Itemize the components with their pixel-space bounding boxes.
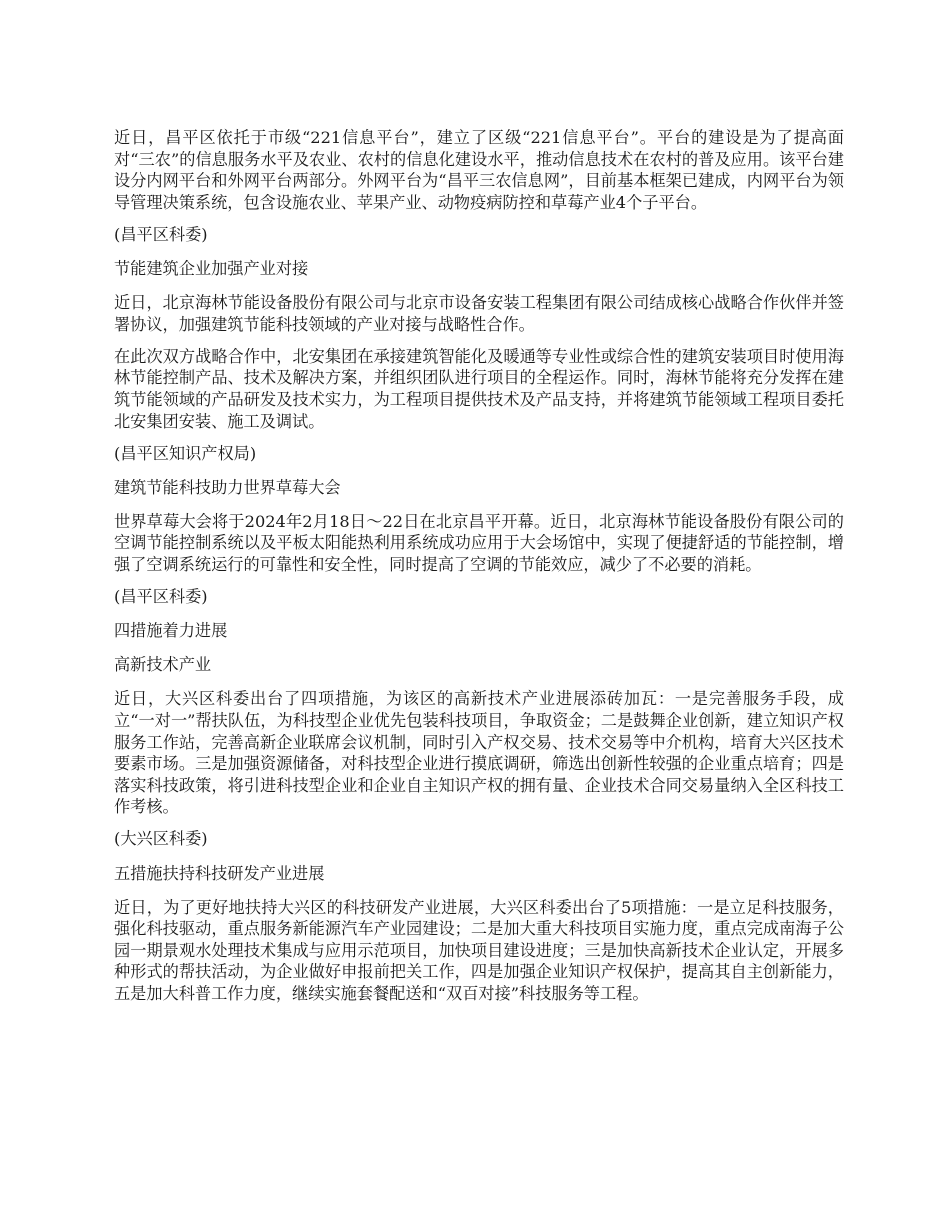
paragraph-daxing-four-measures: 近日，大兴区科委出台了四项措施，为该区的高新技术产业进展添砖加瓦：一是完善服务手段，成立“一对一”帮扶队伍，为科技型企业优先包装科技项目，争取资金；二是鼓舞企业创新，建立知识产权服务工作站，完善高新企业联席会议机制，同时引入产权交易、技术交易等中介机构，培育大兴区技术要素市场。三是加强资源储备，对科技型企业进行摸底调研，筛选出创新性较强的企业重点培育；四是落实科技政策，将引进科技型企业和企业自主知识产权的拥有量、企业技术合同交易量纳入全区科技工作考核。 <box>114 689 844 817</box>
paragraph-strategic-cooperation: 在此次双方战略合作中，北安集团在承接建筑智能化及暖通等专业性或综合性的建筑安装项目时使用海林节能控制产品、技术及解决方案，并组织团队进行项目的全程运作。同时，海林节能将充分发挥在建筑节能领域的产品研发及技术实力，为工程项目提供技术及产品支持，并将建筑节能领域工程项目委托北安集团安装、施工及调试。 <box>114 346 844 431</box>
heading-energy-saving-industry-docking: 节能建筑企业加强产业对接 <box>114 258 309 278</box>
document-body <box>114 127 844 1015</box>
paragraph-strawberry-conference: 世界草莓大会将于2024年2月18日～22日在北京昌平开幕。近日，北京海林节能设备股份有限公司的空调节能控制系统以及平板太阳能热利用系统成功应用于大会场馆中，实现了便捷舒适的节能控制，增强了空调系统运行的可靠性和安全性，同时提高了空调的节能效应，减少了不必要的消耗。 <box>114 511 844 574</box>
source-changping-ip-office: (昌平区知识产权局) <box>114 443 257 463</box>
source-daxing-science-committee: (大兴区科委) <box>114 829 208 849</box>
paragraph-changping-221-platform: 近日，昌平区依托于市级“221信息平台”，建立了区级“221信息平台”。平台的建设是为了提高面对“三农”的信息服务水平及农业、农村的信息化建设水平，推动信息技术在农村的普及应用。该平台建设分内网平台和外网平台两部分。外网平台为“昌平三农信息网”，目前基本框架已建成，内网平台为领导管理决策系统，包含设施农业、苹果产业、动物疫病防控和草莓产业4个子平台。 <box>114 128 844 212</box>
paragraph-daxing-five-measures: 近日，为了更好地扶持大兴区的科技研发产业进展，大兴区科委出台了5项措施：一是立足科技服务，强化科技驱动，重点服务新能源汽车产业园建设；二是加大重大科技项目实施力度，重点完成南海子公园一期景观水处理技术集成与应用示范项目，加快项目建设进度；三是加快高新技术企业认定，开展多种形式的帮扶活动，为企业做好申报前把关工作，四是加强企业知识产权保护，提高其自主创新能力，五是加大科普工作力度，继续实施套餐配送和“双百对接”科技服务等工程。 <box>114 897 844 1003</box>
source-changping-science-committee: (昌平区科委) <box>114 224 208 244</box>
heading-five-measures: 五措施扶持科技研发产业进展 <box>114 863 325 883</box>
source-changping-science-committee-2: (昌平区科委) <box>114 587 208 607</box>
heading-four-measures: 四措施着力进展 <box>114 621 228 641</box>
paragraph-hailin-partnership: 近日，北京海林节能设备股份有限公司与北京市设备安装工程集团有限公司结成核心战略合作伙伴并签署协议，加强建筑节能科技领域的产业对接与战略性合作。 <box>114 293 844 334</box>
heading-high-tech-industry: 高新技术产业 <box>114 655 212 675</box>
heading-strawberry-conference: 建筑节能科技助力世界草莓大会 <box>114 477 341 497</box>
